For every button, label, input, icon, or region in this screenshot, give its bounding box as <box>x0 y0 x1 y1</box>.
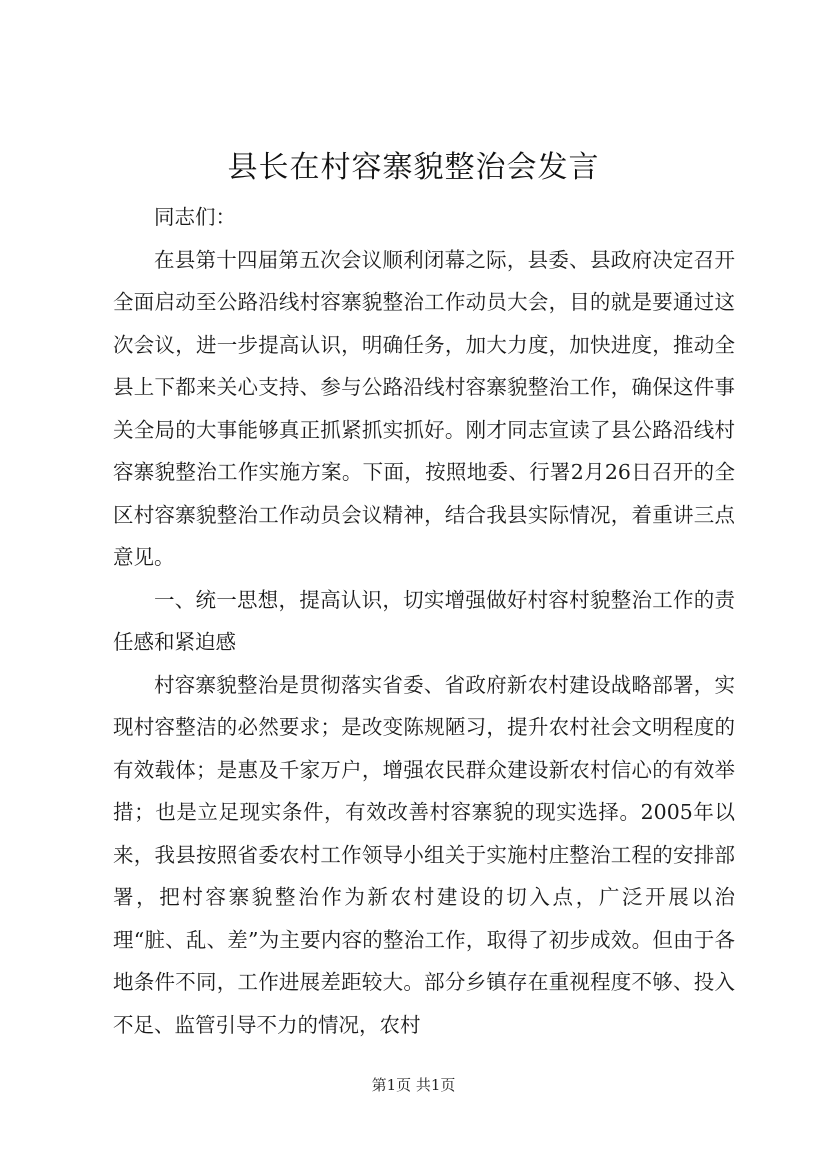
section-heading-paragraph: 一、统一思想，提高认识，切实增强做好村容村貌整治工作的责任感和紧迫感 <box>113 587 735 654</box>
body-paragraph: 村容寨貌整治是贯彻落实省委、省政府新农村建设战略部署，实现村容整洁的必然要求；是改变陈规陋习，提升农村社会文明程度的有效载体；是惠及千家万户，增强农民群众建设新农村信心的有效举措；也是立足现实条件，有效改善村容寨貌的现实选择。2005年以来，我县按照省委农村工作领导小组关于实施村庄整治工程的安排部署，把村容寨貌整治作为新农村建设的切入点，广泛开展以治理“脏、乱、差”为主要内容的整治工作，取得了初步成效。但由于各地条件不同，工作进展差距较大。部分乡镇存在重视程度不够、投入不足、监管引导不力的情况，农村 <box>113 672 735 1037</box>
intro-paragraph: 在县第十四届第五次会议顺利闭幕之际，县委、县政府决定召开全面启动至公路沿线村容寨貌整治工作动员大会，目的就是要通过这次会议，进一步提高认识，明确任务，加大力度，加快进度，推动全县上下都来关心支持、参与公路沿线村容寨貌整治工作，确保这件事关全局的大事能够真正抓紧抓实抓好。刚才同志宣读了县公路沿线村容寨貌整治工作实施方案。下面，按照地委、行署2月26日召开的全区村容寨貌整治工作动员会议精神，结合我县实际情况，着重讲三点意见。 <box>113 247 735 569</box>
document-body <box>113 196 735 1046</box>
page-number-footer: 第1页 共1页 <box>371 1076 456 1094</box>
salutation-paragraph: 同志们： <box>154 205 236 229</box>
document-title: 县长在村容寨貌整治会发言 <box>227 150 600 185</box>
